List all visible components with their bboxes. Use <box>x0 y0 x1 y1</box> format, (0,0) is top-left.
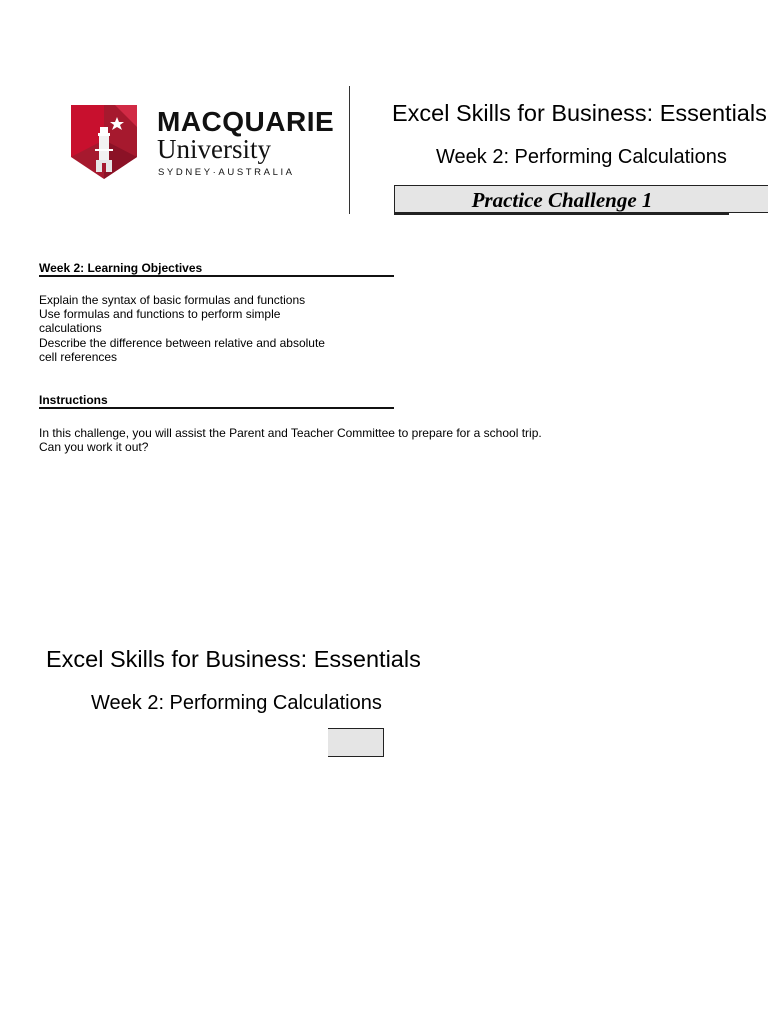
logo-university-text: University <box>157 134 271 164</box>
objective-line: Use formulas and functions to perform simple <box>39 307 281 322</box>
objective-line: cell references <box>39 349 118 364</box>
week-title-fragment: Week 2: Performing Calculations <box>91 692 382 714</box>
logo-location-text: SYDNEY·AUSTRALIA <box>158 167 295 178</box>
challenge-banner <box>394 185 768 213</box>
instructions-text <box>39 426 542 454</box>
challenge-banner-underline <box>394 213 729 215</box>
objectives-rule <box>39 275 394 277</box>
header-divider <box>349 86 350 214</box>
repeated-header-fragment <box>46 640 428 760</box>
instructions-rule <box>39 407 394 409</box>
objective-line: calculations <box>39 321 102 336</box>
week-title: Week 2: Performing Calculations <box>436 146 727 168</box>
logo-wordmark: MACQUARIE <box>157 106 335 137</box>
course-title-fragment: Excel Skills for Business: Essentials <box>46 646 421 672</box>
objective-line: Describe the difference between relative and absolute <box>39 335 325 350</box>
instruction-line: In this challenge, you will assist the Parent and Teacher Committee to prepare for a school trip. <box>39 426 542 440</box>
objectives-heading: Week 2: Learning Objectives <box>39 261 203 275</box>
instruction-line: Can you work it out? <box>39 440 149 455</box>
challenge-label: Practice Challenge 1 <box>471 188 653 212</box>
lighthouse-crest-icon <box>71 105 137 179</box>
objective-line: Explain the syntax of basic formulas and functions <box>39 293 306 307</box>
challenge-banner-fragment <box>328 728 384 757</box>
objectives-list <box>39 293 325 364</box>
university-logo-crest <box>71 105 137 179</box>
instructions-heading: Instructions <box>39 393 108 407</box>
course-title: Excel Skills for Business: Essentials <box>392 100 767 126</box>
